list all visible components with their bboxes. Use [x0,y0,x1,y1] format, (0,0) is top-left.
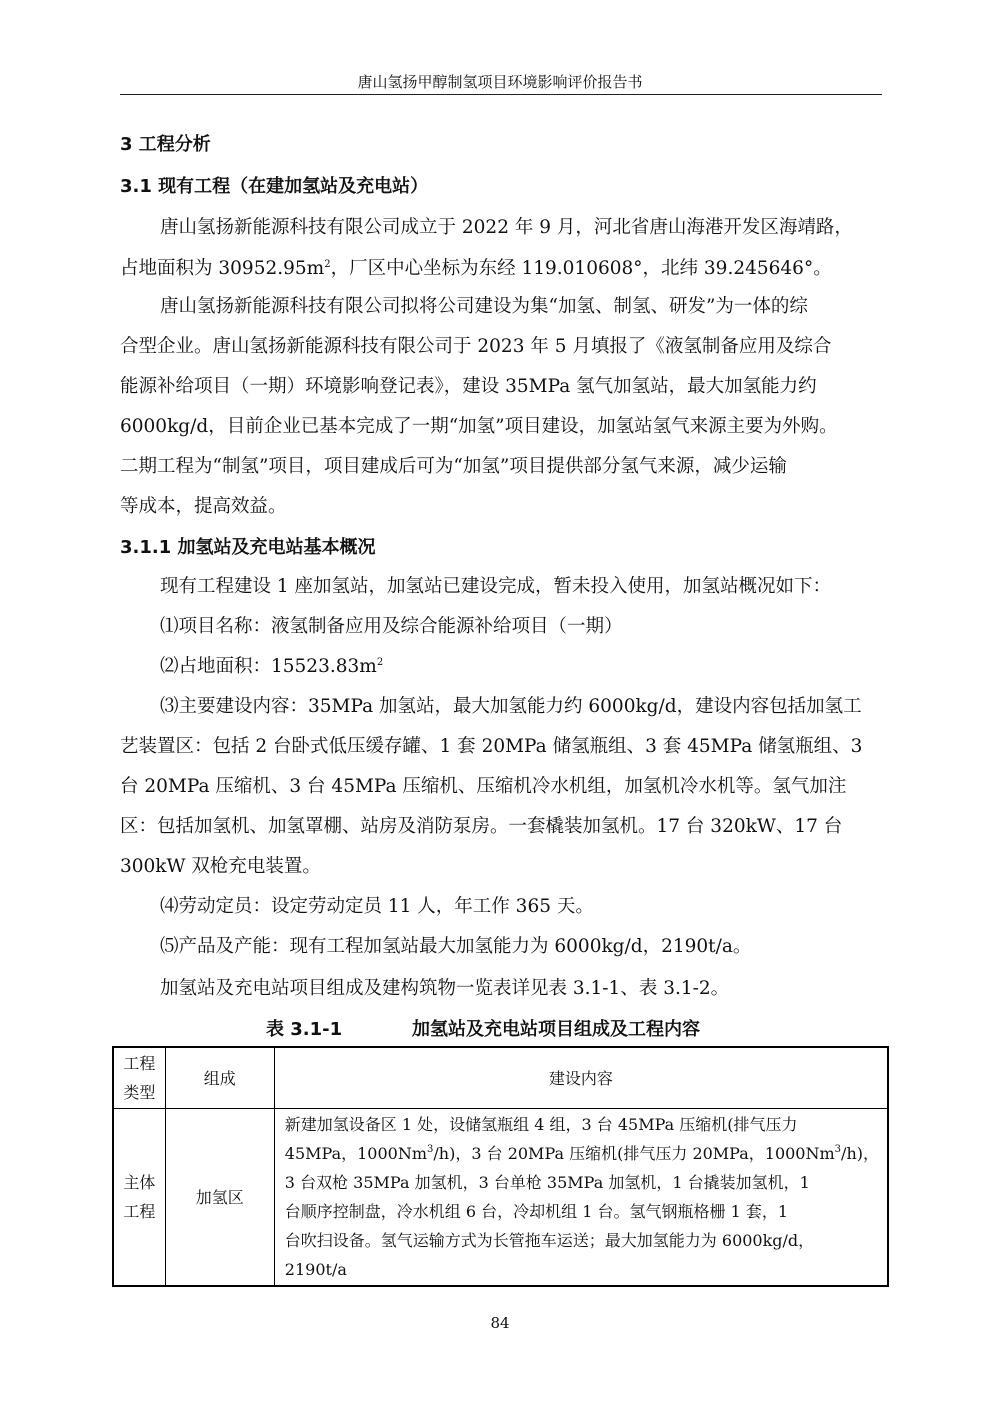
content-line5: 台吹扫设备。氢气运输方式为长管拖车运送；最大加氢能力为 6000kg/d， [284,1231,815,1250]
content-line1: 新建加氢设备区 1 处，设储氢瓶组 4 组，3 台 45MPa 压缩机(排气压力 [284,1115,798,1134]
para2-line3: 能源补给项目（一期）环境影响登记表》，建设 35MPa 氢气加氢站，最大加氢能力约 [120,376,817,397]
table-row [113,1109,888,1287]
header-component-cell: 组成 [165,1047,274,1109]
running-header: 唐山氢扬甲醇制氢项目环境影响评价报告书 [357,73,643,91]
para1-line1: 唐山氢扬新能源科技有限公司成立于 2022 年 9 月，河北省唐山海港开发区海靖路， [160,217,853,238]
para2-line6: 等成本，提高效益。 [120,496,287,517]
overview-item2: ⑵占地面积：$15523.83m^2$ [160,656,384,677]
overview-item3-line3: 台 20MPa 压缩机、3 台 45MPa 压缩机、压缩机冷水机组，加氢机冷水机等。氢气加注 [120,776,847,797]
row-type-line2: 工程 [123,1202,156,1221]
overview-intro: 现有工程建设 1 座加氢站，加氢站已建设完成，暂未投入使用，加氢站概况如下： [160,576,832,597]
content-line6: 2190t/a [284,1260,347,1279]
para2-line4: 6000kg/d，目前企业已基本完成了一期“加氢”项目建设，加氢站氢气来源主要为外购。 [120,416,838,437]
page-number: 84 [490,1314,510,1332]
row-type-cell [113,1109,165,1287]
header-divider [120,94,882,95]
header-type-cell [113,1047,165,1109]
section-heading: 3.1 现有工程（在建加氢站及充电站） [120,176,429,197]
para1-line2: 占地面积为 $30952.95m^2$，厂区中心坐标为东经 119.010608°，北纬 39.245646°。 [120,258,832,279]
header-content-cell: 建设内容 [274,1047,888,1109]
para2-line1: 唐山氢扬新能源科技有限公司拟将公司建设为集“加氢、制氢、研发”为一体的综 [160,296,808,317]
table-number: 表 3.1-1 [266,1019,343,1040]
overview-item5: ⑸产品及产能：现有工程加氢站最大加氢能力为 6000kg/d，2190t/a。 [160,936,752,957]
overview-item4: ⑷劳动定员：设定劳动定员 11 人，年工作 365 天。 [160,896,594,917]
para2-line2: 合型企业。唐山氢扬新能源科技有限公司于 2023 年 5 月填报了《液氢制备应用及综合 [120,336,832,357]
table-header-row [113,1047,888,1109]
row-type-line1: 主体 [123,1173,156,1192]
overview-item3-line1: ⑶主要建设内容：35MPa 加氢站，最大加氢能力约 6000kg/d，建设内容包括加氢工 [160,696,862,717]
content-line3: 3 台双枪 35MPa 加氢机，3 台单枪 35MPa 加氢机，1 台撬装加氢机，1 [284,1173,810,1192]
chapter-heading: 3 工程分析 [120,134,211,155]
overview-item3-line5: 300kW 双枪充电装置。 [120,856,321,877]
subsection-heading: 3.1.1 加氢站及充电站基本概况 [120,537,376,558]
overview-table-ref: 加氢站及充电站项目组成及建构筑物一览表详见表 3.1-1、表 3.1-2。 [160,978,730,999]
header-type-line1: 工程 [123,1054,156,1073]
row-component-cell: 加氢区 [165,1109,274,1287]
para2-line5: 二期工程为“制氢”项目，项目建成后可为“加氢”项目提供部分氢气来源，减少运输 [120,456,787,477]
overview-item1: ⑴项目名称：液氢制备应用及综合能源补给项目（一期） [160,616,623,637]
header-type-line2: 类型 [123,1083,156,1102]
overview-item3-line2: 艺装置区：包括 2 台卧式低压缓存罐、1 套 20MPa 储氢瓶组、3 套 45MPa 储氢瓶组、3 [120,736,863,757]
row-content-cell [274,1109,888,1287]
project-composition-table [112,1046,889,1287]
content-line2: 45MPa，1000Nm$^3$/h)，3 台 20MPa 压缩机(排气压力 20MPa，1000Nm$^3$/h)， [284,1144,879,1163]
content-line4: 台顺序控制盘，冷水机组 6 台，冷却机组 1 台。氢气钢瓶格栅 1 套，1 [284,1202,789,1221]
table-title: 加氢站及充电站项目组成及工程内容 [412,1019,700,1040]
overview-item3-line4: 区：包括加氢机、加氢罩棚、站房及消防泵房。一套橇装加氢机。17 台 320kW、17 台 [120,816,843,837]
